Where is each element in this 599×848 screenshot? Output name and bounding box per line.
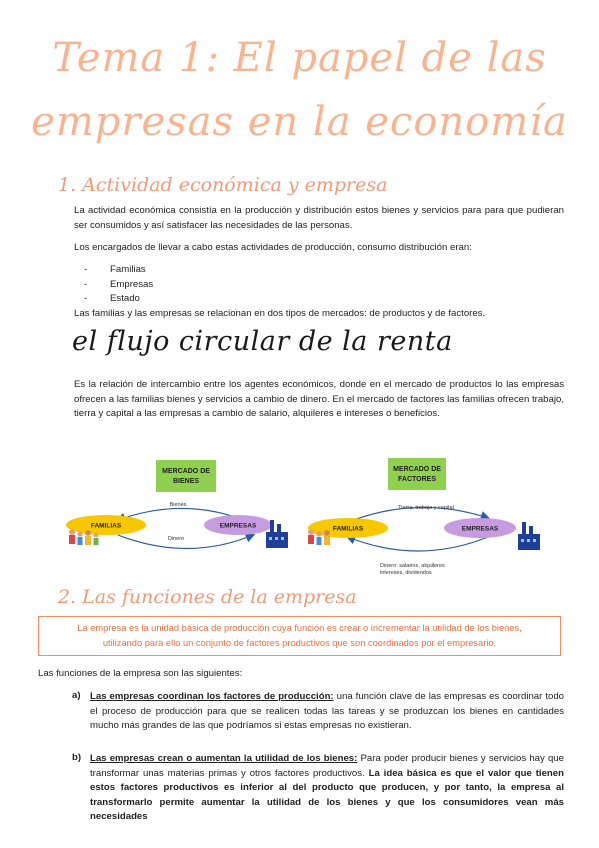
item-b-marker: b) — [72, 752, 82, 763]
list-item: - Estado — [84, 292, 284, 307]
circular-flow-heading: el flujo circular de la renta — [72, 326, 453, 357]
goods-flow-label: Bienes — [169, 502, 187, 508]
item-b-bold-text: La idea básica es que el valor que tienen estos factores productivos es inferior al del producto que producen, y por tanto, la empresa al transformarlo permite aumentar la utilidad de los bienes y que los consumidores vean más necesidades — [90, 767, 564, 822]
goods-market-box — [156, 460, 216, 492]
income-flow-arrow — [348, 537, 488, 551]
factors-market-label-1: MERCADO DE — [393, 466, 441, 473]
factors-flow-label: Tierra, trabajo y capital — [398, 505, 454, 511]
list-item: - Empresas — [84, 278, 284, 293]
company-definition-box — [38, 616, 561, 656]
goods-market-diagram — [66, 460, 288, 549]
item-a-text: una función clave de las empresas es coordinar todo el proceso de producción para que se realicen todas las tareas y se produzcan los bienes en cantidades mucho más grandes de las que podríamos si estas empresas no existieran. — [90, 691, 565, 731]
section1-paragraph3: Las familias y las empresas se relacionan en dos tipos de mercados: de productos y de factores. — [74, 308, 486, 319]
item-a — [90, 690, 564, 734]
factors-market-diagram — [308, 458, 540, 576]
goods-market-label-2: BIENES — [172, 478, 200, 485]
money-flow-label: Dinero — [167, 536, 185, 542]
families-label: FAMILIAS — [332, 525, 364, 533]
definition-line-1: La empresa es la unidad básica de producción cuya función es crear o incrementar la utilidad de los bienes, — [77, 623, 522, 633]
money-flow-arrow — [118, 535, 253, 549]
companies-label: EMPRESAS — [219, 522, 257, 530]
definition-line-2: utilizando para ello un conjunto de factores productivos que son coordinados por el empresario. — [102, 638, 497, 648]
section2-intro: Las funciones de la empresa son las siguientes: — [38, 668, 243, 679]
agents-list — [84, 263, 284, 307]
goods-market-label-1: MERCADO DE — [162, 468, 210, 475]
factors-market-box — [388, 458, 446, 490]
section2-heading: 2. Las funciones de la empresa — [58, 586, 357, 608]
list-item: - Familias — [84, 263, 284, 278]
factory-icon — [518, 522, 540, 550]
family-icon — [308, 529, 330, 545]
families-label: FAMILIAS — [90, 522, 122, 530]
document-title-line1: Tema 1: El papel de las — [52, 35, 547, 81]
item-b-text: Para poder producir bienes y servicios hay que transformar unas materias primas y otros factores productivos. — [90, 753, 564, 779]
income-flow-label-2: intereses, dividendos — [380, 570, 432, 576]
document-title-line2: empresas en la economía — [31, 99, 568, 145]
item-a-title: Las empresas coordinan los factores de producción: — [90, 691, 334, 702]
item-a-marker: a) — [72, 690, 81, 701]
section1-paragraph2: Los encargados de llevar a cabo estas actividades de producción, consumo distribución eran: — [74, 242, 472, 253]
section1-heading: 1. Actividad económica y empresa — [58, 174, 388, 196]
factors-market-label-2: FACTORES — [398, 476, 436, 483]
income-flow-label-1: Dinero: salarios, alquileres — [380, 563, 445, 569]
circular-flow-diagrams — [58, 440, 548, 580]
companies-label: EMPRESAS — [461, 525, 499, 533]
section1-paragraph4: Es la relación de intercambio entre los agentes económicos, donde en el mercado de productos lo las empresas ofrecen a las familias bienes y servicios a cambio de dinero. En el mercado de factores las familias ofrecen trabajo, tierra y capital a las empresas a cambio de salario, alquileres e intereses o beneficios. — [74, 379, 564, 419]
item-b — [90, 752, 564, 825]
section1-paragraph1: La actividad económica consistía en la producción y distribución estos bienes y servicios para para que pudieran ser consumidos y así satisfacer las necesidades de las personas. — [74, 205, 564, 231]
item-b-title: Las empresas crean o aumentan la utilidad de los bienes: — [90, 753, 358, 764]
